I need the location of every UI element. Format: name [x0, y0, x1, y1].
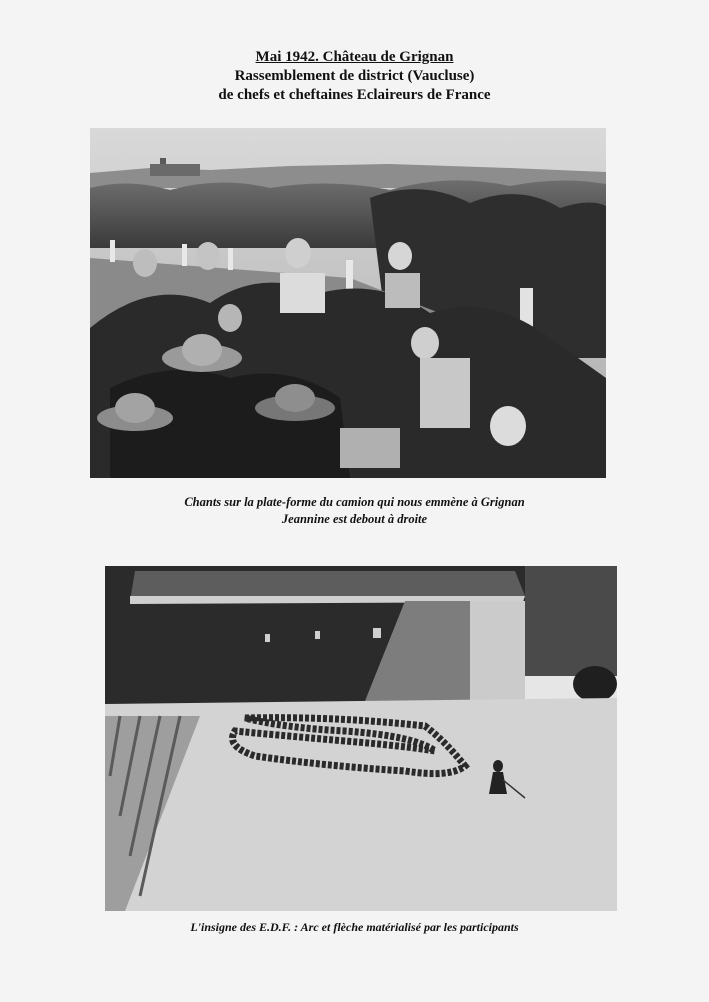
header-title: Mai 1942. Château de Grignan	[255, 49, 454, 65]
caption-line: L'insigne des E.D.F. : Arc et flèche matérialisé par les participants	[190, 920, 519, 934]
courtyard-photo	[105, 566, 617, 911]
header-subtitle-2: de chefs et cheftaines Eclaireurs de France	[218, 87, 491, 103]
courtyard-photo-caption	[0, 919, 709, 936]
page-header	[0, 48, 709, 105]
truck-photo	[90, 128, 606, 478]
caption-line-1: Chants sur la plate-forme du camion qui nous emmène à Grignan	[184, 495, 525, 509]
caption-line-2: Jeannine est debout à droite	[281, 512, 428, 526]
truck-photo-caption	[0, 494, 709, 528]
header-subtitle: Rassemblement de district (Vaucluse)	[234, 68, 475, 84]
